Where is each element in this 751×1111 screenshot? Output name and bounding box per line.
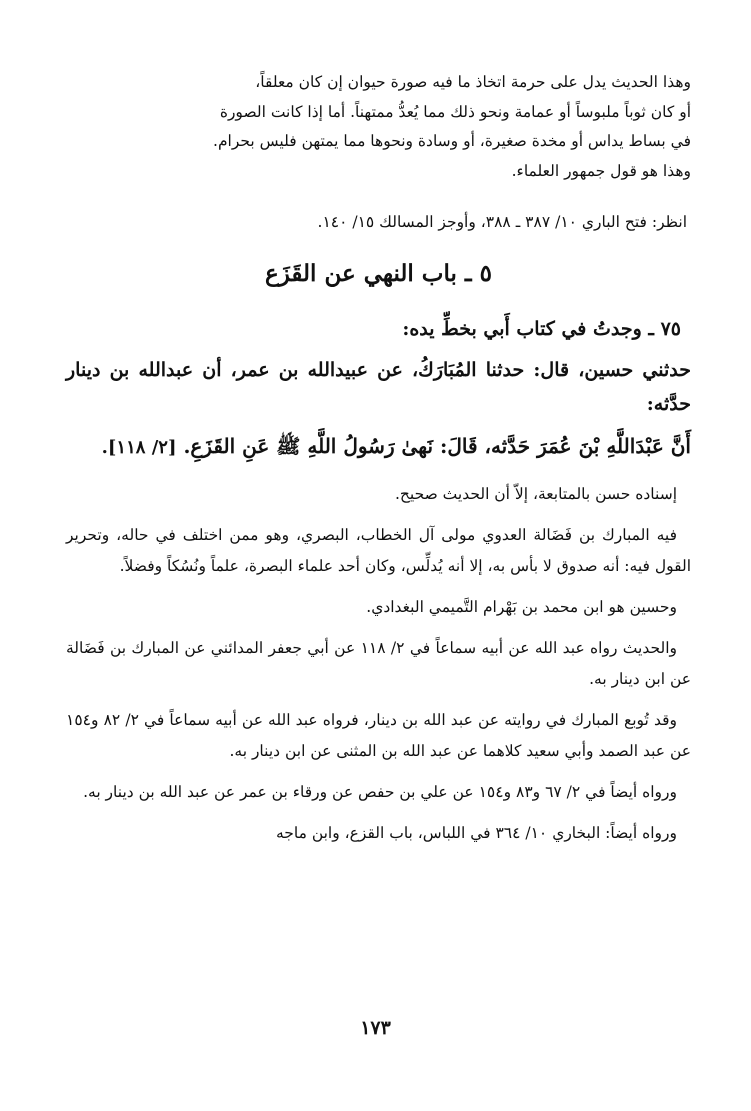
commentary-paragraph [66,520,691,582]
hadith-reference: [٢/ ١١٨]. [101,437,177,458]
commentary-text: إسناده حسن بالمتابعة، إلاّ أن الحديث صحيح. [394,485,677,503]
book-page [66,68,691,849]
lead-line: أو كان ثوباً ملبوساً أو عمامة ونحو ذلك مما يُعدُّ ممتهناً. أما إذا كانت الصورة [219,102,691,121]
source-note: انظر: فتح الباري ١٠/ ٣٨٧ ـ ٣٨٨، وأوجز المسالك ١٥/ ١٤٠. [317,213,687,231]
hadith-isnad: حدثني حسين، قال: حدثنا المُبَارَكُ، عن عبيدالله بن عمر، أن عبدالله بن دينار حدَّثه: [66,359,691,415]
commentary-paragraph [66,705,691,767]
lead-line: في بساط يداس أو مخدة صغيرة، أو وسادة ونحوها مما يمتهن فليس بحرام. [213,132,691,150]
commentary-text: ورواه أيضاً: البخاري ١٠/ ٣٦٤ في اللباس، باب القزع، وابن ماجه [275,824,677,842]
lead-line: وهذا الحديث يدل على حرمة اتخاذ ما فيه صورة حيوان إن كان معلقاً، [255,73,691,91]
commentary-paragraph [66,592,691,623]
hadith-number-line: ٧٥ ـ وجدتُ في كتاب أَبي بخطِّ يده: [402,318,681,340]
hadith-matn-text: أَنَّ عَبْدَاللَّهِ بْنَ عُمَرَ حَدَّثه، قَالَ: نَهىٰ رَسُولُ اللَّهِ ﷺ عَنِ القَزَعِ. [183,434,691,458]
commentary-paragraph [66,777,691,808]
commentary-paragraph [66,818,691,849]
commentary-paragraph [66,633,691,695]
page-number: ١٧٣ [360,1017,391,1039]
commentary-paragraph [66,479,691,510]
commentary-text: والحديث رواه عبد الله عن أبيه سماعاً في ٢/ ١١٨ عن أبي جعفر المدائني عن المبارك بن فَضَالة عن ابن دينار به. [66,639,691,688]
commentary-text: وقد تُوبع المبارك في روايته عن عبد الله بن دينار، فرواه عبد الله عن أبيه سماعاً في ٢/ ٨٢ و١٥٤ عن عبد الصمد وأبي سعيد كلاهما عن عبد الله بن المثنى عن ابن دينار به. [66,711,691,760]
commentary-text: وحسين هو ابن محمد بن بَهْرام التَّميمي البغدادي. [366,598,677,616]
commentary-text: ورواه أيضاً في ٢/ ٦٧ و٨٣ و١٥٤ عن علي بن حفص عن ورقاء بن عمر عن عبد الله بن دينار به. [83,783,677,801]
chapter-title: ٥ ـ باب النهي عن القَزَع [265,260,492,287]
hadith-matn [66,429,691,465]
lead-line: وهذا هو قول جمهور العلماء. [511,161,691,180]
commentary-text: فيه المبارك بن فَضَالة العدوي مولى آل الخطاب، البصري، وهو ممن اختلف في حاله، وتحرير القول فيه: أنه صدوق لا بأس به، إلا أنه يُدلِّس، وكان أحد علماء البصرة، علماً ونُسُكاً وفضلاً. [66,526,691,575]
lead-paragraph [66,68,691,186]
